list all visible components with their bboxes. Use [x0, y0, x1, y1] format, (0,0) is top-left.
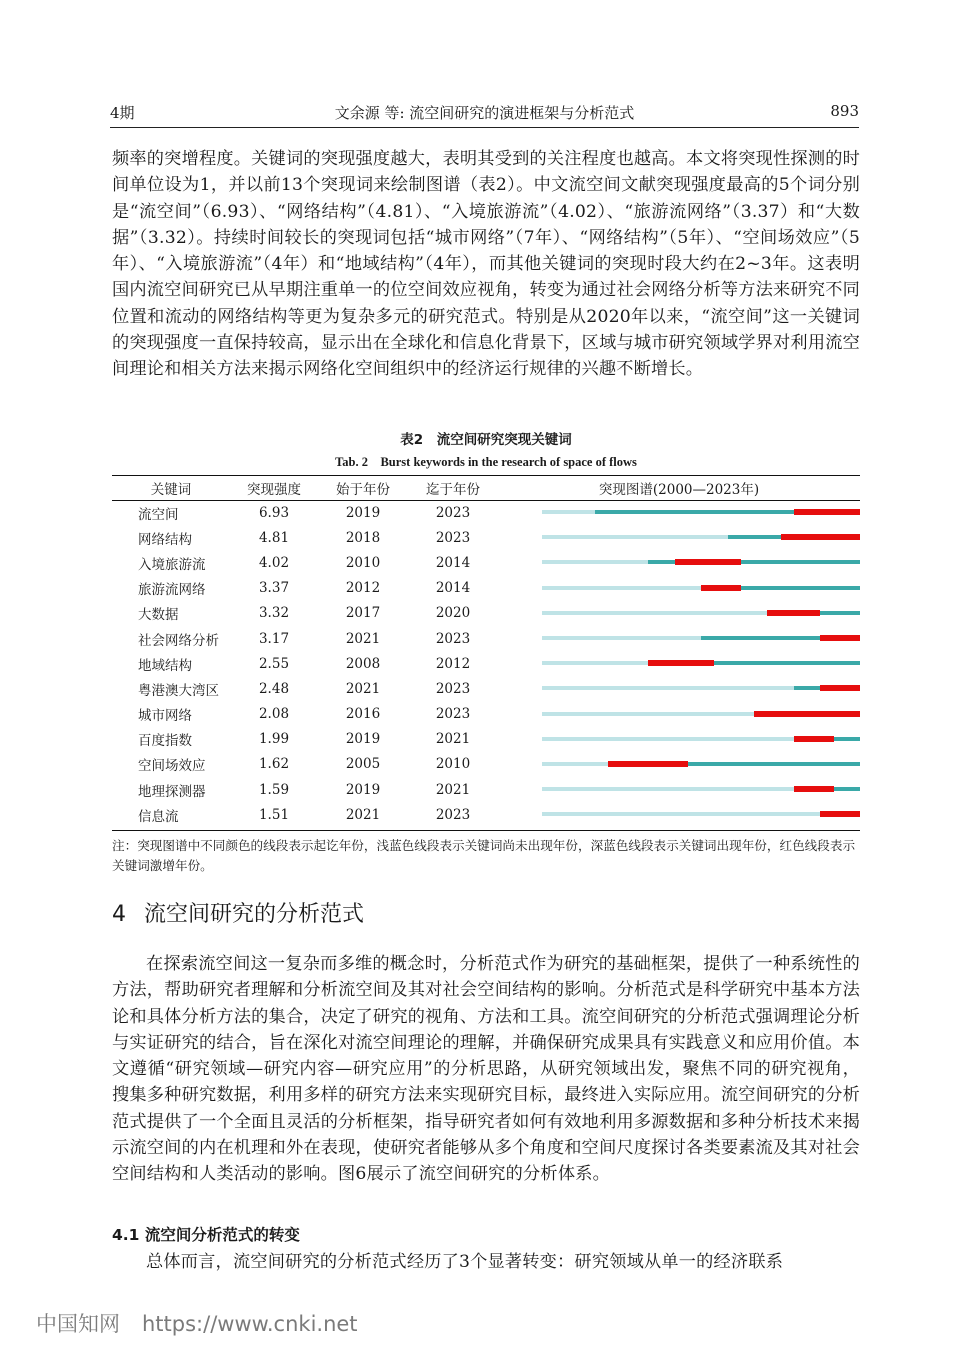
keyword-cell: 地域结构 [138, 657, 192, 674]
issue-number: 4期 [110, 104, 135, 122]
timeline-burst-segment [701, 585, 741, 591]
timeline-burst-segment [675, 559, 741, 565]
strength-cell: 2.08 [258, 706, 290, 723]
burst-timeline [498, 550, 860, 575]
header-keyword: 关键词 [150, 482, 192, 498]
end-year-cell: 2023 [435, 806, 471, 823]
burst-timeline-cell [498, 676, 860, 701]
burst-timeline-cell [498, 702, 860, 727]
body-paragraph-3: 总体而言，流空间研究的分析范式经历了3个显著转变：研究领域从单一的经济联系 [146, 1252, 784, 1272]
table-row [112, 702, 860, 727]
strength-cell: 3.17 [258, 630, 290, 647]
timeline-burst-segment [608, 761, 688, 767]
burst-timeline-cell [498, 576, 860, 601]
keyword-cell: 空间场效应 [138, 758, 206, 775]
keyword-cell: 入境旅游流 [138, 556, 206, 573]
timeline-burst-segment [820, 685, 860, 691]
burst-timeline [498, 651, 860, 676]
burst-timeline [498, 802, 860, 827]
table-body [112, 500, 860, 827]
end-year-cell: 2014 [435, 554, 471, 571]
burst-timeline-cell [498, 752, 860, 777]
table-row [112, 500, 860, 525]
keyword-cell: 社会网络分析 [138, 632, 219, 649]
table-row [112, 651, 860, 676]
begin-year-cell: 2019 [345, 504, 381, 521]
burst-timeline-cell [498, 601, 860, 626]
keyword-cell: 旅游流网络 [138, 582, 206, 599]
section-heading [112, 897, 364, 928]
keyword-cell: 地理探测器 [138, 783, 206, 800]
table-row [112, 752, 860, 777]
strength-cell: 6.93 [258, 504, 290, 521]
burst-keywords-table [112, 476, 860, 827]
burst-timeline-cell [498, 777, 860, 802]
begin-year-cell: 2016 [345, 706, 381, 723]
burst-timeline-cell [498, 802, 860, 827]
begin-year-cell: 2019 [345, 731, 381, 748]
table-caption-en: Tab. 2 Burst keywords in the research of space of flows [335, 455, 637, 469]
burst-timeline [498, 576, 860, 601]
end-year-cell: 2021 [435, 731, 471, 748]
table-row [112, 676, 860, 701]
burst-timeline [498, 626, 860, 651]
strength-cell: 3.32 [258, 605, 290, 622]
keyword-cell: 信息流 [138, 808, 179, 825]
burst-timeline [498, 752, 860, 777]
timeline-burst-segment [820, 811, 860, 817]
keyword-cell: 大数据 [138, 607, 179, 624]
timeline-burst-segment [794, 509, 860, 515]
burst-timeline-cell [498, 525, 860, 550]
begin-year-cell: 2010 [345, 554, 381, 571]
keyword-cell: 粤港澳大湾区 [138, 682, 219, 699]
begin-year-cell: 2019 [345, 781, 381, 798]
table-bottom-rule [112, 830, 860, 831]
burst-timeline-cell [498, 550, 860, 575]
end-year-cell: 2012 [435, 655, 471, 672]
keyword-cell: 流空间 [138, 506, 179, 523]
running-title: 文余源 等: 流空间研究的演进框架与分析范式 [334, 104, 635, 122]
subsection-title: 流空间分析范式的转变 [144, 1226, 300, 1244]
body-paragraph-1: 频率的突增程度。关键词的突现强度越大，表明其受到的关注程度也越高。本文将突现性探测的时间单位设为1，并以前13个突现词来绘制图谱（表2）。中文流空间文献突现强度最高的5个词分别是“流空间”（6.93）、“网络结构”（4.81）、“入境旅游流”（4.02）、“旅游流网络”（3.37）和“大数据”（3.32）。持续时间较长的突现词包括“城市网络”（7年）、“网络结构”（5年）、“空间场效应”（5年）、“入境旅游流”（4年）和“地域结构”（4年），而其他关键词的突现时段大约在2~3年。这表明国内流空间研究已从早期注重单一的位空间效应视角，转变为通过社会网络分析等方法来研究不同位置和流动的网络结构等更为复杂多元的研究范式。特别是从2020年以来，“流空间”这一关键词的突现强度一直保持较高，显示出在全球化和信息化背景下，区域与城市研究领域学界对利用流空间理论和相关方法来揭示网络化空间组织中的经济运行规律的兴趣不断增长。 [112, 149, 860, 380]
table-row [112, 727, 860, 752]
begin-year-cell: 2018 [345, 529, 381, 546]
table-row [112, 777, 860, 802]
end-year-cell: 2023 [435, 630, 471, 647]
begin-year-cell: 2021 [345, 680, 381, 697]
end-year-cell: 2020 [435, 605, 471, 622]
burst-timeline [498, 500, 860, 525]
section-number: 4 [112, 902, 126, 927]
timeline-burst-segment [794, 786, 834, 792]
end-year-cell: 2023 [435, 529, 471, 546]
table-row [112, 601, 860, 626]
end-year-cell: 2023 [435, 504, 471, 521]
strength-cell: 4.81 [258, 529, 290, 546]
table-header-row [112, 476, 860, 500]
burst-timeline [498, 702, 860, 727]
watermark-brand: 中国知网 [36, 1312, 120, 1336]
header-begin: 始于年份 [336, 482, 390, 498]
header-rule [110, 127, 859, 128]
timeline-burst-segment [781, 534, 861, 540]
burst-timeline-cell [498, 500, 860, 525]
begin-year-cell: 2012 [345, 580, 381, 597]
begin-year-cell: 2017 [345, 605, 381, 622]
begin-year-cell: 2008 [345, 655, 381, 672]
strength-cell: 1.51 [258, 806, 290, 823]
burst-timeline-cell [498, 727, 860, 752]
burst-timeline [498, 601, 860, 626]
timeline-burst-segment [794, 736, 834, 742]
header-strength: 突现强度 [247, 482, 301, 498]
timeline-burst-segment [648, 660, 714, 666]
burst-timeline [498, 727, 860, 752]
strength-cell: 3.37 [258, 580, 290, 597]
keyword-cell: 城市网络 [138, 708, 192, 725]
end-year-cell: 2021 [435, 781, 471, 798]
strength-cell: 1.62 [258, 756, 290, 773]
table-row [112, 576, 860, 601]
subsection-heading [112, 1223, 300, 1245]
strength-cell: 1.99 [258, 731, 290, 748]
table-row [112, 550, 860, 575]
body-paragraph-2: 在探索流空间这一复杂而多维的概念时，分析范式作为研究的基础框架，提供了一种系统性的方法，帮助研究者理解和分析流空间及其对社会空间结构的影响。分析范式是科学研究中基本方法论和具体分析方法的集合，决定了研究的视角、方法和工具。流空间研究的分析范式强调理论分析与实证研究的结合，旨在深化对流空间理论的理解，并确保研究成果具有实践意义和应用价值。本文遵循“研究领域—研究内容—研究应用”的分析思路，从研究领域出发，聚焦不同的研究视角，搜集多种研究数据，利用多样的研究方法来实现研究目标，最终进入实际应用。流空间研究的分析范式提供了一个全面且灵活的分析框架，指导研究者如何有效地利用多源数据和多种分析技术来揭示流空间的内在机理和外在表现，使研究者能够从多个角度和空间尺度探讨各类要素流及其对社会空间结构和人类活动的影响。图6展示了流空间研究的分析体系。 [112, 954, 860, 1185]
end-year-cell: 2010 [435, 756, 471, 773]
page-number: 893 [830, 102, 859, 120]
cnki-watermark [36, 1308, 358, 1338]
end-year-cell: 2023 [435, 680, 471, 697]
table-row [112, 626, 860, 651]
keyword-cell: 百度指数 [138, 733, 192, 750]
end-year-cell: 2023 [435, 706, 471, 723]
burst-timeline [498, 777, 860, 802]
subsection-number: 4.1 [112, 1226, 140, 1244]
timeline-burst-segment [820, 635, 860, 641]
table-note: 注：突现图谱中不同颜色的线段表示起讫年份，浅蓝色线段表示关键词尚未出现年份，深蓝色线段表示关键词出现年份，红色线段表示关键词激增年份。 [112, 838, 856, 873]
timeline-burst-segment [767, 610, 820, 616]
table-row [112, 802, 860, 827]
end-year-cell: 2014 [435, 580, 471, 597]
strength-cell: 2.55 [258, 655, 290, 672]
header-end: 迄于年份 [426, 482, 480, 498]
burst-timeline-cell [498, 651, 860, 676]
begin-year-cell: 2005 [345, 756, 381, 773]
table-caption-cn: 表2 流空间研究突现关键词 [400, 432, 572, 448]
header-timeline: 突现图谱(2000—2023年) [598, 482, 760, 498]
strength-cell: 4.02 [258, 554, 290, 571]
running-header [110, 102, 859, 124]
burst-timeline-cell [498, 626, 860, 651]
timeline-absent-segment [542, 812, 860, 816]
watermark-url: https://www.cnki.net [142, 1312, 358, 1336]
begin-year-cell: 2021 [345, 806, 381, 823]
table-row [112, 525, 860, 550]
burst-timeline [498, 525, 860, 550]
strength-cell: 1.59 [258, 781, 290, 798]
strength-cell: 2.48 [258, 680, 290, 697]
burst-timeline [498, 676, 860, 701]
timeline-burst-segment [754, 711, 860, 717]
section-title: 流空间研究的分析范式 [144, 902, 365, 927]
begin-year-cell: 2021 [345, 630, 381, 647]
keyword-cell: 网络结构 [138, 531, 192, 548]
